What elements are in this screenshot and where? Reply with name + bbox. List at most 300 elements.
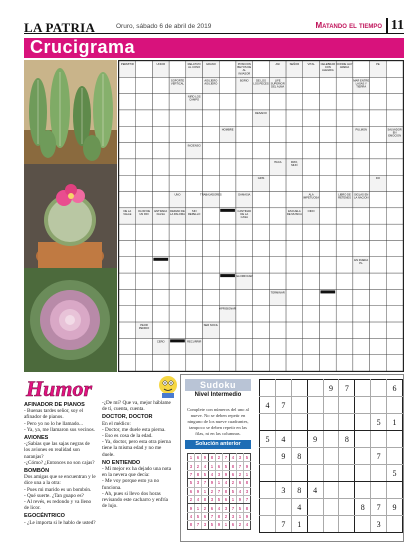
- sudoku-cell[interactable]: [307, 380, 323, 397]
- sudoku-cell[interactable]: [323, 516, 339, 533]
- answer-cell[interactable]: [319, 110, 336, 126]
- answer-cell[interactable]: [203, 257, 220, 273]
- answer-cell[interactable]: [353, 322, 370, 338]
- answer-cell[interactable]: [136, 126, 153, 142]
- answer-cell[interactable]: [219, 322, 236, 338]
- answer-cell[interactable]: [136, 94, 153, 110]
- answer-cell[interactable]: [303, 126, 320, 142]
- answer-cell[interactable]: [353, 355, 370, 371]
- answer-cell[interactable]: [336, 94, 353, 110]
- answer-cell[interactable]: [319, 322, 336, 338]
- answer-cell[interactable]: [136, 224, 153, 240]
- answer-cell[interactable]: [269, 126, 286, 142]
- answer-cell[interactable]: [319, 257, 336, 273]
- answer-cell[interactable]: [136, 61, 153, 77]
- answer-cell[interactable]: [253, 143, 270, 159]
- answer-cell[interactable]: [353, 338, 370, 354]
- sudoku-cell[interactable]: 1: [387, 414, 403, 431]
- answer-cell[interactable]: [303, 289, 320, 305]
- answer-cell[interactable]: [152, 126, 169, 142]
- answer-cell[interactable]: [336, 257, 353, 273]
- answer-cell[interactable]: [303, 355, 320, 371]
- answer-cell[interactable]: [370, 77, 387, 93]
- sudoku-cell[interactable]: [339, 465, 355, 482]
- answer-cell[interactable]: [253, 355, 270, 371]
- answer-cell[interactable]: [386, 192, 403, 208]
- answer-cell[interactable]: [186, 224, 203, 240]
- answer-cell[interactable]: [136, 175, 153, 191]
- answer-cell[interactable]: [152, 143, 169, 159]
- sudoku-cell[interactable]: [260, 482, 276, 499]
- sudoku-cell[interactable]: [387, 482, 403, 499]
- answer-cell[interactable]: [386, 94, 403, 110]
- answer-cell[interactable]: [319, 77, 336, 93]
- answer-cell[interactable]: [353, 240, 370, 256]
- answer-cell[interactable]: [303, 306, 320, 322]
- sudoku-cell[interactable]: [260, 465, 276, 482]
- sudoku-cell[interactable]: [355, 414, 371, 431]
- answer-cell[interactable]: [286, 240, 303, 256]
- answer-cell[interactable]: [336, 126, 353, 142]
- answer-cell[interactable]: [386, 273, 403, 289]
- answer-cell[interactable]: [203, 208, 220, 224]
- answer-cell[interactable]: [186, 257, 203, 273]
- answer-cell[interactable]: [303, 77, 320, 93]
- answer-cell[interactable]: [186, 306, 203, 322]
- answer-cell[interactable]: [336, 338, 353, 354]
- answer-cell[interactable]: [303, 143, 320, 159]
- answer-cell[interactable]: [219, 192, 236, 208]
- sudoku-cell[interactable]: [371, 380, 387, 397]
- sudoku-cell[interactable]: [323, 448, 339, 465]
- answer-cell[interactable]: [203, 306, 220, 322]
- sudoku-cell[interactable]: [275, 380, 291, 397]
- answer-cell[interactable]: [269, 143, 286, 159]
- answer-cell[interactable]: [253, 224, 270, 240]
- answer-cell[interactable]: [269, 175, 286, 191]
- answer-cell[interactable]: [386, 110, 403, 126]
- answer-cell[interactable]: [370, 273, 387, 289]
- answer-cell[interactable]: [319, 306, 336, 322]
- answer-cell[interactable]: [236, 110, 253, 126]
- answer-cell[interactable]: [336, 355, 353, 371]
- answer-cell[interactable]: [336, 175, 353, 191]
- sudoku-cell[interactable]: [291, 431, 307, 448]
- answer-cell[interactable]: [303, 240, 320, 256]
- answer-cell[interactable]: [370, 224, 387, 240]
- answer-cell[interactable]: [152, 322, 169, 338]
- answer-cell[interactable]: [203, 110, 220, 126]
- answer-cell[interactable]: [319, 273, 336, 289]
- answer-cell[interactable]: [236, 355, 253, 371]
- answer-cell[interactable]: [370, 192, 387, 208]
- answer-cell[interactable]: [386, 159, 403, 175]
- answer-cell[interactable]: [353, 143, 370, 159]
- answer-cell[interactable]: [336, 322, 353, 338]
- sudoku-cell[interactable]: [260, 499, 276, 516]
- answer-cell[interactable]: [269, 192, 286, 208]
- answer-cell[interactable]: [186, 289, 203, 305]
- answer-cell[interactable]: [169, 94, 186, 110]
- sudoku-cell[interactable]: [387, 431, 403, 448]
- answer-cell[interactable]: [303, 94, 320, 110]
- sudoku-cell[interactable]: 4: [275, 431, 291, 448]
- answer-cell[interactable]: [336, 240, 353, 256]
- answer-cell[interactable]: [286, 192, 303, 208]
- sudoku-cell[interactable]: [260, 516, 276, 533]
- sudoku-cell[interactable]: [260, 448, 276, 465]
- answer-cell[interactable]: [152, 240, 169, 256]
- answer-cell[interactable]: [236, 94, 253, 110]
- answer-cell[interactable]: [253, 240, 270, 256]
- answer-cell[interactable]: [236, 143, 253, 159]
- answer-cell[interactable]: [219, 143, 236, 159]
- sudoku-cell[interactable]: 3: [275, 482, 291, 499]
- answer-cell[interactable]: [203, 143, 220, 159]
- answer-cell[interactable]: [253, 322, 270, 338]
- answer-cell[interactable]: [303, 110, 320, 126]
- answer-cell[interactable]: [286, 338, 303, 354]
- answer-cell[interactable]: [336, 224, 353, 240]
- sudoku-cell[interactable]: [371, 431, 387, 448]
- sudoku-cell[interactable]: [291, 465, 307, 482]
- answer-cell[interactable]: [370, 289, 387, 305]
- answer-cell[interactable]: [386, 208, 403, 224]
- answer-cell[interactable]: [253, 338, 270, 354]
- answer-cell[interactable]: [286, 77, 303, 93]
- sudoku-cell[interactable]: 8: [355, 499, 371, 516]
- answer-cell[interactable]: [336, 289, 353, 305]
- sudoku-cell[interactable]: 6: [387, 380, 403, 397]
- answer-cell[interactable]: [269, 273, 286, 289]
- answer-cell[interactable]: [236, 175, 253, 191]
- answer-cell[interactable]: [353, 224, 370, 240]
- answer-cell[interactable]: [386, 355, 403, 371]
- sudoku-cell[interactable]: [291, 397, 307, 414]
- answer-cell[interactable]: [136, 338, 153, 354]
- answer-cell[interactable]: [169, 126, 186, 142]
- sudoku-cell[interactable]: [339, 516, 355, 533]
- answer-cell[interactable]: [286, 289, 303, 305]
- answer-cell[interactable]: [136, 257, 153, 273]
- sudoku-cell[interactable]: [307, 499, 323, 516]
- sudoku-cell[interactable]: [323, 499, 339, 516]
- answer-cell[interactable]: [219, 61, 236, 77]
- answer-cell[interactable]: [186, 322, 203, 338]
- answer-cell[interactable]: [386, 338, 403, 354]
- sudoku-cell[interactable]: [307, 448, 323, 465]
- answer-cell[interactable]: [386, 322, 403, 338]
- answer-cell[interactable]: [386, 224, 403, 240]
- answer-cell[interactable]: [136, 240, 153, 256]
- answer-cell[interactable]: [203, 175, 220, 191]
- sudoku-cell[interactable]: [339, 499, 355, 516]
- sudoku-cell[interactable]: 4: [291, 499, 307, 516]
- answer-cell[interactable]: [370, 322, 387, 338]
- sudoku-cell[interactable]: [323, 465, 339, 482]
- answer-cell[interactable]: [136, 192, 153, 208]
- sudoku-cell[interactable]: [387, 448, 403, 465]
- answer-cell[interactable]: [119, 338, 136, 354]
- sudoku-cell[interactable]: [339, 414, 355, 431]
- sudoku-cell[interactable]: 9: [275, 448, 291, 465]
- answer-cell[interactable]: [236, 257, 253, 273]
- answer-cell[interactable]: [169, 306, 186, 322]
- answer-cell[interactable]: [370, 355, 387, 371]
- answer-cell[interactable]: [136, 77, 153, 93]
- sudoku-cell[interactable]: [323, 431, 339, 448]
- answer-cell[interactable]: [236, 159, 253, 175]
- answer-cell[interactable]: [336, 110, 353, 126]
- answer-cell[interactable]: [219, 240, 236, 256]
- answer-cell[interactable]: [336, 77, 353, 93]
- answer-cell[interactable]: [303, 257, 320, 273]
- answer-cell[interactable]: [203, 338, 220, 354]
- answer-cell[interactable]: [386, 257, 403, 273]
- answer-cell[interactable]: [186, 77, 203, 93]
- answer-cell[interactable]: [319, 355, 336, 371]
- answer-cell[interactable]: [119, 110, 136, 126]
- answer-cell[interactable]: [169, 273, 186, 289]
- answer-cell[interactable]: [286, 126, 303, 142]
- sudoku-cell[interactable]: 7: [371, 499, 387, 516]
- answer-cell[interactable]: [119, 257, 136, 273]
- answer-cell[interactable]: [119, 159, 136, 175]
- sudoku-cell[interactable]: [260, 380, 276, 397]
- answer-cell[interactable]: [169, 143, 186, 159]
- answer-cell[interactable]: [386, 240, 403, 256]
- sudoku-cell[interactable]: 7: [275, 397, 291, 414]
- answer-cell[interactable]: [136, 143, 153, 159]
- answer-cell[interactable]: [303, 338, 320, 354]
- answer-cell[interactable]: [269, 322, 286, 338]
- answer-cell[interactable]: [353, 208, 370, 224]
- answer-cell[interactable]: [219, 257, 236, 273]
- answer-cell[interactable]: [219, 355, 236, 371]
- sudoku-cell[interactable]: [339, 448, 355, 465]
- answer-cell[interactable]: [303, 273, 320, 289]
- answer-cell[interactable]: [319, 143, 336, 159]
- answer-cell[interactable]: [319, 192, 336, 208]
- crossword-grid[interactable]: [118, 60, 404, 372]
- answer-cell[interactable]: [336, 159, 353, 175]
- sudoku-cell[interactable]: [339, 482, 355, 499]
- answer-cell[interactable]: [286, 224, 303, 240]
- answer-cell[interactable]: [136, 159, 153, 175]
- answer-cell[interactable]: [136, 110, 153, 126]
- sudoku-cell[interactable]: [291, 380, 307, 397]
- answer-cell[interactable]: [370, 126, 387, 142]
- sudoku-cell[interactable]: [387, 516, 403, 533]
- answer-cell[interactable]: [219, 77, 236, 93]
- sudoku-cell[interactable]: [371, 397, 387, 414]
- answer-cell[interactable]: [169, 224, 186, 240]
- answer-cell[interactable]: [286, 306, 303, 322]
- answer-cell[interactable]: [203, 94, 220, 110]
- answer-cell[interactable]: [319, 338, 336, 354]
- answer-cell[interactable]: [319, 159, 336, 175]
- sudoku-cell[interactable]: 7: [339, 380, 355, 397]
- sudoku-cell[interactable]: 8: [291, 482, 307, 499]
- answer-cell[interactable]: [236, 240, 253, 256]
- answer-cell[interactable]: [353, 273, 370, 289]
- answer-cell[interactable]: [169, 175, 186, 191]
- answer-cell[interactable]: [169, 110, 186, 126]
- sudoku-cell[interactable]: 3: [371, 516, 387, 533]
- answer-cell[interactable]: [152, 192, 169, 208]
- sudoku-cell[interactable]: 4: [307, 482, 323, 499]
- answer-cell[interactable]: [253, 257, 270, 273]
- answer-cell[interactable]: [186, 240, 203, 256]
- answer-cell[interactable]: [119, 322, 136, 338]
- answer-cell[interactable]: [119, 273, 136, 289]
- answer-cell[interactable]: [236, 322, 253, 338]
- answer-cell[interactable]: [336, 306, 353, 322]
- answer-cell[interactable]: [370, 208, 387, 224]
- answer-cell[interactable]: [169, 257, 186, 273]
- answer-cell[interactable]: [269, 224, 286, 240]
- answer-cell[interactable]: [269, 240, 286, 256]
- answer-cell[interactable]: [253, 94, 270, 110]
- answer-cell[interactable]: [286, 257, 303, 273]
- answer-cell[interactable]: [119, 77, 136, 93]
- answer-cell[interactable]: [253, 61, 270, 77]
- answer-cell[interactable]: [269, 208, 286, 224]
- answer-cell[interactable]: [353, 61, 370, 77]
- answer-cell[interactable]: [319, 94, 336, 110]
- answer-cell[interactable]: [169, 61, 186, 77]
- sudoku-cell[interactable]: [307, 516, 323, 533]
- answer-cell[interactable]: [219, 110, 236, 126]
- answer-cell[interactable]: [286, 175, 303, 191]
- sudoku-cell[interactable]: 9: [307, 431, 323, 448]
- answer-cell[interactable]: [136, 273, 153, 289]
- answer-cell[interactable]: [169, 159, 186, 175]
- answer-cell[interactable]: [169, 289, 186, 305]
- answer-cell[interactable]: [119, 126, 136, 142]
- answer-cell[interactable]: [152, 175, 169, 191]
- sudoku-cell[interactable]: [307, 465, 323, 482]
- answer-cell[interactable]: [152, 94, 169, 110]
- answer-cell[interactable]: [253, 126, 270, 142]
- answer-cell[interactable]: [386, 289, 403, 305]
- answer-cell[interactable]: [336, 208, 353, 224]
- answer-cell[interactable]: [370, 257, 387, 273]
- answer-cell[interactable]: [203, 159, 220, 175]
- answer-cell[interactable]: [353, 159, 370, 175]
- answer-cell[interactable]: [152, 306, 169, 322]
- answer-cell[interactable]: [236, 338, 253, 354]
- sudoku-cell[interactable]: [355, 397, 371, 414]
- answer-cell[interactable]: [269, 94, 286, 110]
- answer-cell[interactable]: [386, 175, 403, 191]
- sudoku-cell[interactable]: [355, 482, 371, 499]
- answer-cell[interactable]: [353, 306, 370, 322]
- answer-cell[interactable]: [269, 306, 286, 322]
- sudoku-cell[interactable]: [387, 397, 403, 414]
- answer-cell[interactable]: [353, 289, 370, 305]
- sudoku-cell[interactable]: 7: [371, 448, 387, 465]
- answer-cell[interactable]: [119, 289, 136, 305]
- answer-cell[interactable]: [219, 289, 236, 305]
- answer-cell[interactable]: [269, 257, 286, 273]
- answer-cell[interactable]: [203, 289, 220, 305]
- answer-cell[interactable]: [253, 159, 270, 175]
- sudoku-cell[interactable]: [355, 448, 371, 465]
- answer-cell[interactable]: [203, 355, 220, 371]
- sudoku-cell[interactable]: [371, 465, 387, 482]
- answer-cell[interactable]: [286, 143, 303, 159]
- sudoku-cell[interactable]: 8: [291, 448, 307, 465]
- answer-cell[interactable]: [253, 208, 270, 224]
- answer-cell[interactable]: [286, 355, 303, 371]
- answer-cell[interactable]: [370, 143, 387, 159]
- answer-cell[interactable]: [169, 355, 186, 371]
- answer-cell[interactable]: [186, 273, 203, 289]
- sudoku-cell[interactable]: [323, 414, 339, 431]
- answer-cell[interactable]: [136, 289, 153, 305]
- answer-cell[interactable]: [136, 306, 153, 322]
- answer-cell[interactable]: [236, 224, 253, 240]
- answer-cell[interactable]: [253, 289, 270, 305]
- answer-cell[interactable]: [336, 143, 353, 159]
- sudoku-cell[interactable]: [275, 414, 291, 431]
- answer-cell[interactable]: [286, 94, 303, 110]
- answer-cell[interactable]: [269, 355, 286, 371]
- answer-cell[interactable]: [152, 224, 169, 240]
- answer-cell[interactable]: [386, 61, 403, 77]
- answer-cell[interactable]: [370, 240, 387, 256]
- answer-cell[interactable]: [253, 306, 270, 322]
- answer-cell[interactable]: [319, 126, 336, 142]
- answer-cell[interactable]: [219, 159, 236, 175]
- sudoku-cell[interactable]: 9: [387, 499, 403, 516]
- sudoku-cell[interactable]: 5: [387, 465, 403, 482]
- answer-cell[interactable]: [169, 240, 186, 256]
- answer-cell[interactable]: [219, 175, 236, 191]
- answer-cell[interactable]: [169, 322, 186, 338]
- answer-cell[interactable]: [370, 94, 387, 110]
- answer-cell[interactable]: [186, 110, 203, 126]
- answer-cell[interactable]: [253, 192, 270, 208]
- answer-cell[interactable]: [236, 126, 253, 142]
- answer-cell[interactable]: [286, 322, 303, 338]
- answer-cell[interactable]: [152, 77, 169, 93]
- sudoku-cell[interactable]: [355, 465, 371, 482]
- sudoku-cell[interactable]: [275, 499, 291, 516]
- sudoku-cell[interactable]: 4: [260, 397, 276, 414]
- answer-cell[interactable]: [319, 240, 336, 256]
- answer-cell[interactable]: [303, 159, 320, 175]
- answer-cell[interactable]: [203, 224, 220, 240]
- answer-cell[interactable]: [152, 110, 169, 126]
- answer-cell[interactable]: [119, 175, 136, 191]
- answer-cell[interactable]: [353, 110, 370, 126]
- answer-cell[interactable]: [152, 289, 169, 305]
- answer-cell[interactable]: [119, 306, 136, 322]
- sudoku-cell[interactable]: [339, 397, 355, 414]
- sudoku-cell[interactable]: [307, 397, 323, 414]
- sudoku-cell[interactable]: 5: [371, 414, 387, 431]
- sudoku-cell[interactable]: [355, 516, 371, 533]
- answer-cell[interactable]: [353, 175, 370, 191]
- answer-cell[interactable]: [386, 77, 403, 93]
- answer-cell[interactable]: [319, 208, 336, 224]
- answer-cell[interactable]: [119, 240, 136, 256]
- answer-cell[interactable]: [119, 224, 136, 240]
- answer-cell[interactable]: [152, 355, 169, 371]
- answer-cell[interactable]: [136, 355, 153, 371]
